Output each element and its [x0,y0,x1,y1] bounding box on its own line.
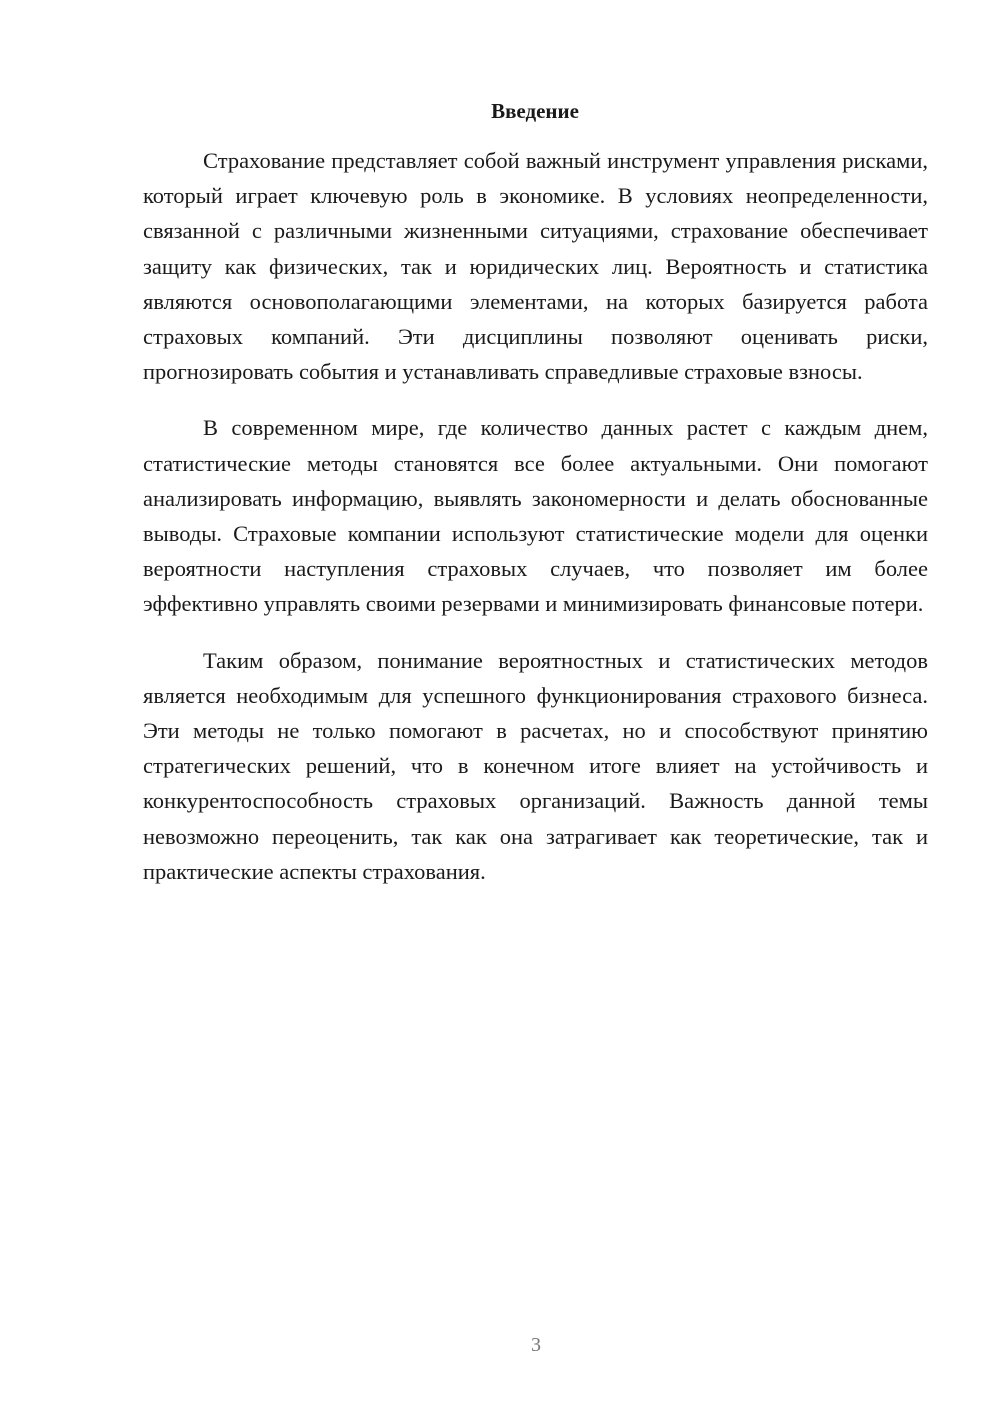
paragraph-1: Страхование представляет собой важный инструмент управления рисками, который играет ключевую роль в экономике. В условиях неопределенности, связанной с различными жизненными ситуациями, страхование обеспечивает защиту как физических, так и юридических лиц. Вероятность и статистика являются основополагающими элементами, на которых базируется работа страховых компаний. Эти дисциплины позволяют оценивать риски, прогнозировать события и устанавливать справедливые страховые взносы. [143,148,928,385]
paragraph-2: В современном мире, где количество данных растет с каждым днем, статистические методы становятся все более актуальными. Они помогают анализировать информацию, выявлять закономерности и делать обоснованные выводы. Страховые компании используют статистические модели для оценки вероятности наступления страховых случаев, что позволяет им более эффективно управлять своими резервами и минимизировать финансовые потери. [143,415,928,617]
body-text [143,143,928,910]
paragraph-3: Таким образом, понимание вероятностных и статистических методов является необходимым для успешного функционирования страхового бизнеса. Эти методы не только помогают в расчетах, но и способствуют принятию стратегических решений, что в конечном итоге влияет на устойчивость и конкурентоспособность страховых организаций. Важность данной темы невозможно переоценить, так как она затрагивает как теоретические, так и практические аспекты страхования. [143,647,928,884]
page-number: 3 [531,1334,541,1356]
section-title: Введение [491,99,579,123]
